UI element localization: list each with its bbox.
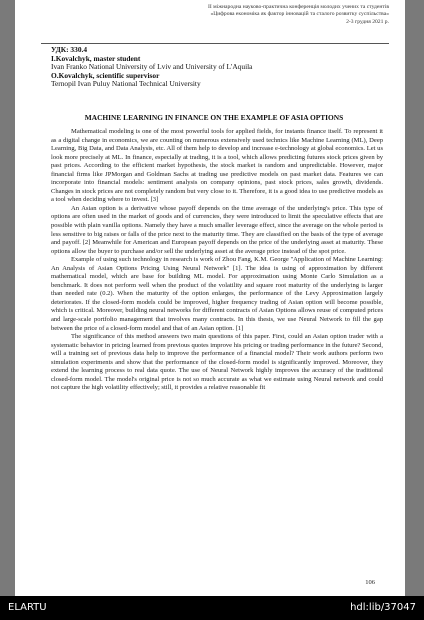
footer-handle-link[interactable]: hdl:lib/37047: [350, 602, 416, 613]
header-rule: [41, 43, 389, 44]
author-2: O.Kovalchyk, scientific supervisor: [51, 70, 160, 80]
paragraph: Mathematical modeling is one of the most powerful tools for applied fields, for instants finance itself. To represent it as a digital change in economics, we are counting on numerous extensively used technics like Machine Learning (ML), Deep Learning, Big Data, and Data Analysis, etc. All of them help to develop and increase e-technology at global economics. Let us look more precisely at ML. In finance, especially at trading, it is a tool, which allows predicting futures stock prices given by past prices. According to the efficient market hypothesis, the stock market is random and unpredictable. However, major financial firms like JPMorgan and Goldman Sachs at trading use predictive models on past market data. Features we can incorporate into financial models: sentiment analysis on company opinions, past stock prices, sales growth, dividends. Changes in stock prices are not completely random but very close to it. Therefore, it is a good idea to use predictive models as a tool when deciding where to invest. [3]: [51, 128, 383, 204]
udk-code: УДК: 330.4: [51, 45, 88, 54]
author-1: I.Kovalchyk, master student: [51, 53, 141, 63]
paper-body: [51, 128, 383, 393]
affiliation-1: Ivan Franko National University of Lviv and University of L'Aquila: [51, 62, 253, 72]
repository-footer: [0, 596, 424, 620]
page-number: 106: [365, 579, 375, 586]
affiliation-2: Ternopil Ivan Puluy National Technical University: [51, 79, 201, 89]
author-block: [51, 46, 252, 89]
conference-line-2: «Цифрова економіка як фактор інновацій та сталого розвитку суспільства»: [210, 11, 389, 18]
document-page: [15, 0, 405, 596]
footer-left-label: ELARTU: [8, 602, 47, 613]
conference-line-1: ІІ міжнародна науково-практична конференція молодих учених та студентів: [207, 4, 389, 10]
paper-title: MACHINE LEARNING IN FINANCE ON THE EXAMPLE OF ASIA OPTIONS: [84, 113, 344, 122]
conference-date: 2-3 грудня 2021 р.: [346, 18, 389, 25]
paragraph: The significance of this method answers two main questions of this paper. First, could an Asian option trader with a systematic behavior in pricing learned from previous quotes improve his pricing or trading performance in the future? Second, will a training set of previous data help to improve the performance of a financial model? Their work authors perform two simulation experiments and show that the performance of the closed-form model is significantly improved. Moreover, they extend the learning process to real data quote. The use of Neural Network highly improves the accuracy of the traditional closed-form model. The model's original price is not so much accurate as what we estimate using Neural network and could not capture the high volatility effectively; still, it provides a relative reasonable fit: [51, 333, 383, 392]
conference-header: [89, 4, 389, 26]
paragraph: Example of using such technology in research is work of Zhou Fang, K.M. George "Application of Machine Learning: An Analysis of Asian Options Pricing Using Neural Network" [1]. The idea is using of approximation by different mathematical model, which are base for building ML model. For approximation using Monte Carlo Simulation as a benchmark. It does not perform well when the product of the volatility and square root maturity of the underlying is larger than needed rate (0.2). When the maturity of the option enlarges, the performance of the Levy Approximation largely deteriorates. If the closed-form models could be improved, higher frequency trading of Asian option will become possible, which is critical. Moreover, building neural networks for different contracts of Asian Options allows reuse of computed prices and large-scale portfolio management that involves many contracts. In this thesis, we use Neural Network to fill the gap between the price of a closed-form model and that of an Asian option. [1]: [51, 256, 383, 332]
paragraph: An Asian option is a derivative whose payoff depends on the time average of the underlying's price. This type of options are often used in the market of goods and of currencies, they were introduced to limit the speculative effects that are possible with plain vanilla options. Namely they have a much smaller leverage effect, since the average on the whole period is less sensitive to big raises or falls of the price next to the maturity time. They are classified on the basis of the type of average and payoff. [2] Meanwhile for American and European payoff depends on the price of the underlying asset at maturity. These options allow the buyer to purchase and/or sell the underlying asset at the average price instead of the spot price.: [51, 204, 383, 255]
